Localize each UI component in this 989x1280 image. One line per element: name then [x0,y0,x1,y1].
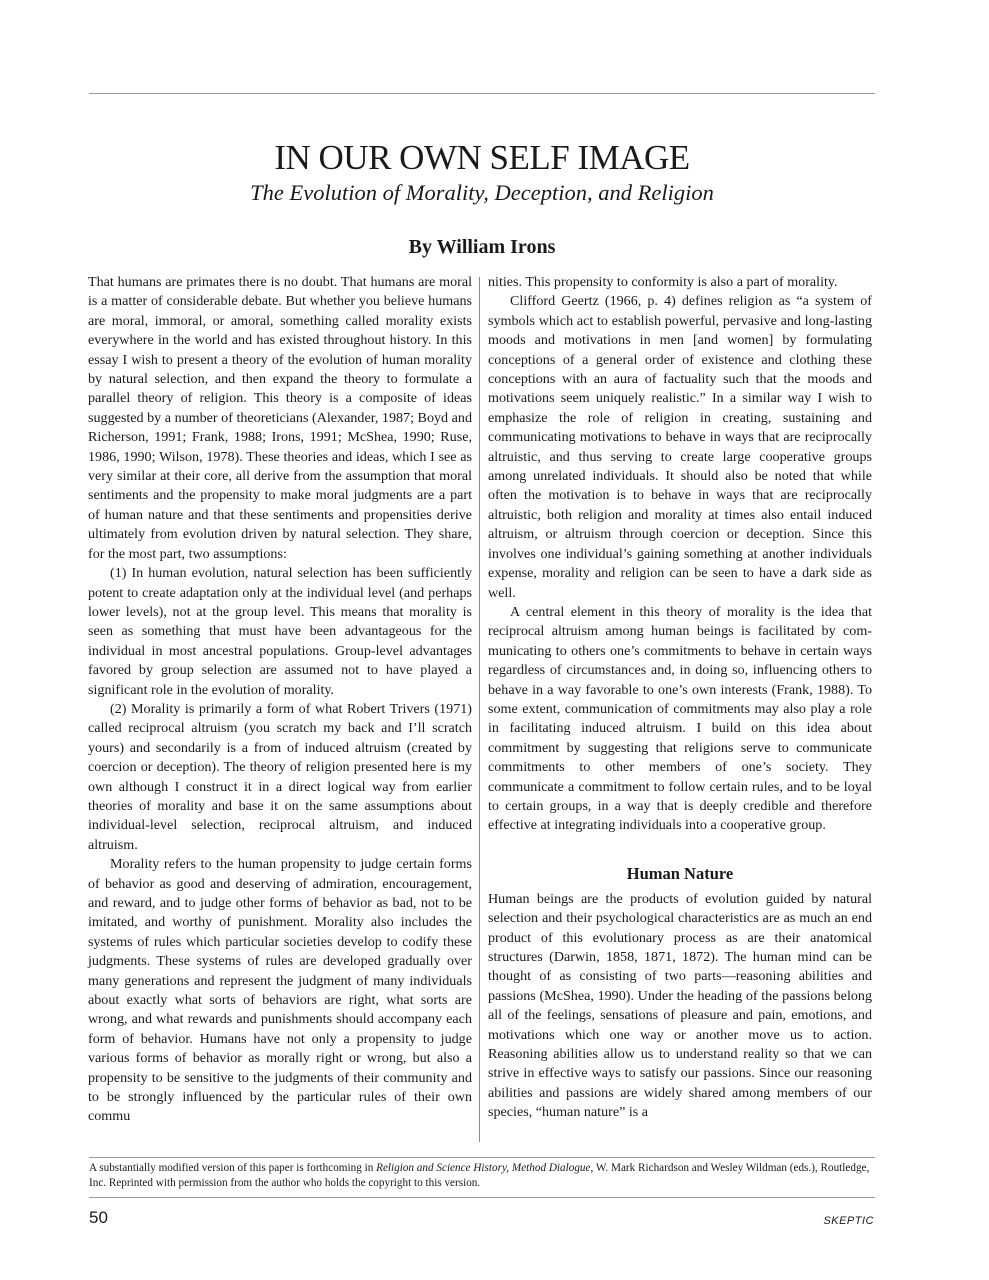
left-column [88,273,472,1127]
footnote-italic-title: Religion and Science History, Method Dialogue, [376,1162,594,1174]
right-column [488,273,872,1123]
article-title: IN OUR OWN SELF IMAGE [274,138,690,177]
paragraph: nities. This propensity to conformity is also a part of morality. [488,274,838,290]
footer-rule [89,1197,875,1198]
page-number: 50 [89,1208,108,1227]
footnote [89,1161,875,1191]
journal-name: SKEPTIC [823,1215,874,1227]
paragraph: A central element in this theory of morality is the idea that reciprocal altruism among human beings is facilitated by communicating to others one’s commitments to behave in certain ways regardless of circumstances and, in doing so, influencing others to behave in a way favorable to one’s own interests (Frank, 1988). To some extent, communication of commitments may also play a role in facilitating induced altruism. I build on this idea about commitment by suggesting that religions serve to communicate commitments to other members of one’s society. They communicate a commitment to follow certain rules, and to be loyal to certain groups, in a way that is deeply credible and therefore effective at integrating individuals into a cooperative group. [488,603,872,834]
paragraph: Clifford Geertz (1966, p. 4) defines religion as “a system of symbols which act to establish powerful, pervasive and long-lasting moods and motivations in men [and women] by formulating conceptions of a general order of existence and clothing these conceptions with an aura of factuality such that the moods and motivations seem uniquely realistic.” In a similar way I wish to emphasize the role of religion in creating, sustaining and communicating motivations to behave in ways that are reciprocally altruistic, and thus serving to create large cooperative groups among unrelated individuals. It should also be noted that while often the motivation is to behave in ways that are reciprocally altruistic, both religion and morality at times also entail induced altruism, or altruism through coercion or deception. Since this involves one individual’s gaining something at another individuals expense, morality and religion can be seen to have a dark side as well. [488,293,872,601]
footnote-rule [89,1157,875,1158]
byline: By William Irons [408,236,556,258]
footnote-prefix: A substantially modified version of this paper is forthcoming in [89,1162,377,1174]
header-rule [89,93,875,94]
paragraph: Morality refers to the human propensity to judge certain forms of behavior as good and deserving of admiration, encouragement, and reward, and to judge other forms of behavior as bad, not to be imitated, and worthy of punishment. Morality also includes the systems of rules which particular societies develop to codify these judgments. These systems of rules are developed gradually over many generations and represent the judgment of many individuals about exactly what sorts of behaviors are right, what sorts are wrong, and what rewards and punishments should accompany each form of behavior. Humans have not only a propensity to judge various forms of behavior as morally right or wrong, but also a propensity to be sensitive to the judgments of their community and to be strongly influenced by the particular rules of their own commu [88,856,472,1125]
paragraph: Human beings are the products of evolution guided by natural selection and their psychological characteristics are as much an end product of this evolutionary process as are their anatomical structures (Darwin, 1858, 1871, 1872). The human mind can be thought of as consisting of two parts—reasoning abilities and passions (McShea, 1990). Under the heading of the passions belong all of the feelings, sensations of pleasure and pain, emotions, and motivations which one way or another move us to action. Reasoning abilities allow us to understand reality so that we can strive in effective ways to satisfy our passions. Since our reasoning abilities and passions are widely shared among members of our species, “human nature” is a [488,890,872,1121]
footnote-suffix: W. Mark Richardson and Wesley Wildman (eds.), Routledge, Inc. Reprinted with permission from the author who holds the copyright to this version. [89,1162,870,1189]
section-heading: Human Nature [626,863,734,883]
article-subtitle: The Evolution of Morality, Deception, and Religion [250,180,714,205]
paragraph: That humans are primates there is no doubt. That humans are moral is a matter of considerable debate. But whether you believe humans are moral, immoral, or amoral, something called morality exists everywhere in the world and has existed throughout history. In this essay I wish to present a theory of the evolution of human morality by natural selection, and then expand the theory to formulate a parallel theory of religion. This theory is a composite of ideas suggested by a number of theoreticians (Alexander, 1987; Boyd and Richerson, 1991; Frank, 1988; Irons, 1991; McShea, 1990; Ruse, 1986, 1990; Wilson, 1978). These theories and ideas, which I see as very similar at their core, all derive from the assumption that moral sentiments and the propensity to make moral judgments are a part of human nature and that these sentiments and propensities derive ultimately from evolution driven by natural selection. They share, for the most part, two assumptions: [88,274,472,562]
column-divider [479,277,480,1142]
paragraph: (2) Morality is primarily a form of what Robert Trivers (1971) called reciprocal altruism (you scratch my back and I’ll scratch yours) and secondarily is a from of induced altruism (created by coercion or deception). The theory of religion presented here is my own although I construct it in a direct logical way from earlier theories of morality and base it on the same assumptions about individual-level selection, reciprocal altruism, and induced altruism. [88,700,472,853]
paragraph: (1) In human evolution, natural selection has been sufficiently potent to create adaptation only at the individual level (and perhaps lower levels), not at the group level. This means that morality is seen as something that must have been advantageous for the individual in most ancestral populations. Group-level advantages favored by group selection are assumed not to have played a significant role in the evolution of morality. [88,565,472,698]
